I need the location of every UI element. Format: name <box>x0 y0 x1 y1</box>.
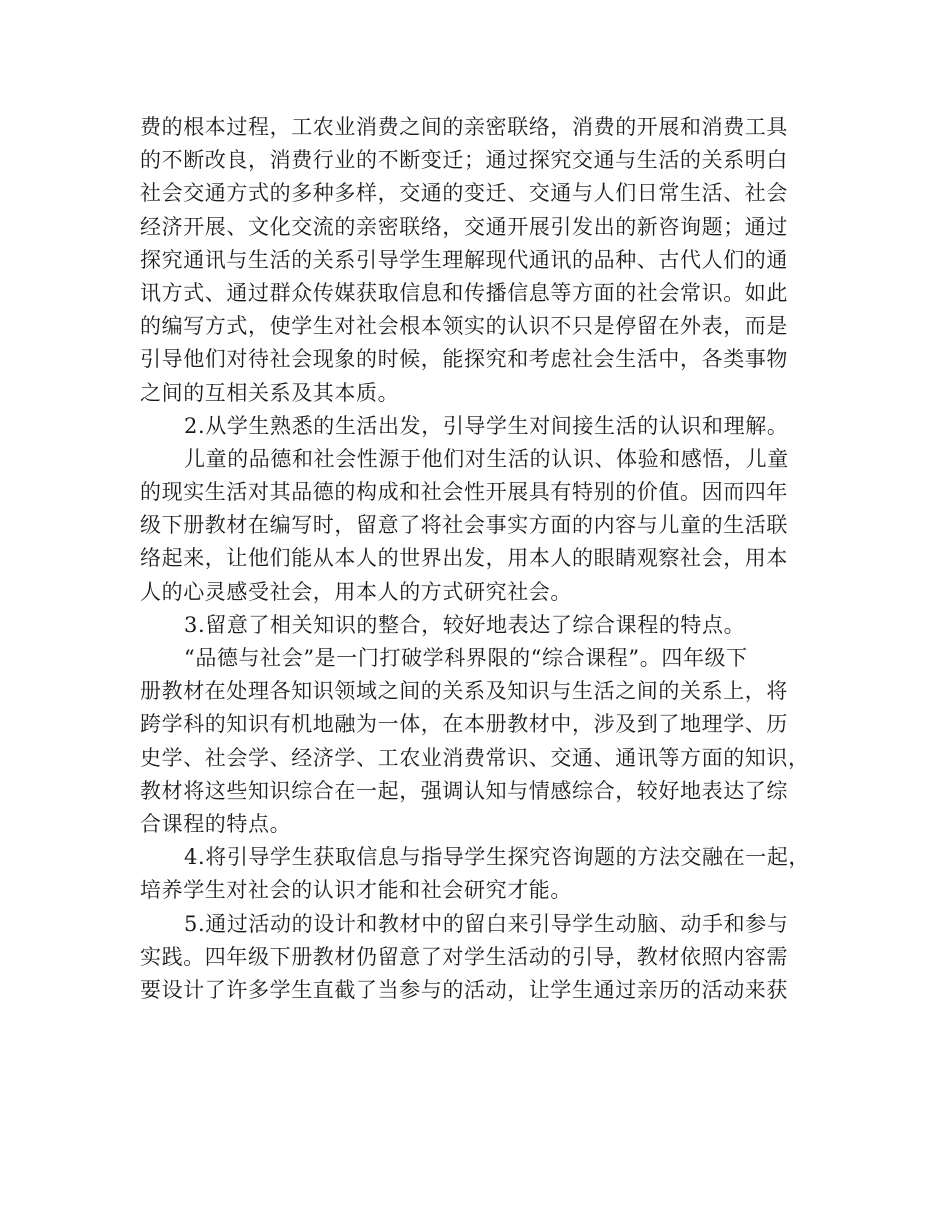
text-line: 册教材在处理各知识领域之间的关系及知识与生活之间的关系上，将 <box>140 679 788 704</box>
text-line: 培养学生对社会的认识才能和社会研究才能。 <box>140 878 572 903</box>
text-line: 讯方式、通过群众传媒获取信息和传播信息等方面的社会常识。如此 <box>140 280 788 305</box>
text-line: 教材将这些知识综合在一起，强调认知与情感综合，较好地表达了综 <box>140 778 788 803</box>
text-line: 要设计了许多学生直截了当参与的活动，让学生通过亲历的活动来获 <box>140 977 788 1002</box>
text-line: 实践。四年级下册教材仍留意了对学生活动的引导，教材依照内容需 <box>140 944 788 969</box>
text-line: 的编写方式，使学生对社会根本领实的认识不只是停留在外表，而是 <box>140 314 788 339</box>
text-line: 史学、社会学、经济学、工农业消费常识、交通、通讯等方面的知识， <box>140 745 810 770</box>
text-line: 人的心灵感受社会，用本人的方式研究社会。 <box>140 579 572 604</box>
text-line: 跨学科的知识有机地融为一体，在本册教材中，涉及到了地理学、历 <box>140 712 788 737</box>
text-line: 级下册教材在编写时，留意了将社会事实方面的内容与儿童的生活联 <box>140 513 788 538</box>
text-line: 的不断改良，消费行业的不断变迁；通过探究交通与生活的关系明白 <box>140 148 788 173</box>
text-line: 5.通过活动的设计和教材中的留白来引导学生动脑、动手和参与 <box>184 911 789 936</box>
text-line: 儿童的品德和社会性源于他们对生活的认识、体验和感悟，儿童 <box>184 446 789 471</box>
text-line: 4.将引导学生获取信息与指导学生探究咨询题的方法交融在一起， <box>184 845 811 870</box>
text-line: 费的根本过程，工农业消费之间的亲密联络，消费的开展和消费工具 <box>140 115 788 139</box>
text-line: 3.留意了相关知识的整合，较好地表达了综合课程的特点。 <box>184 612 746 637</box>
text-line: 引导他们对待社会现象的时候，能探究和考虑社会生活中，各类事物 <box>140 347 788 372</box>
document-body <box>140 111 820 1007</box>
text-line: 之间的互相关系及其本质。 <box>140 380 400 405</box>
text-line: 探究通讯与生活的关系引导学生理解现代通讯的品种、古代人们的通 <box>140 247 788 272</box>
text-line: “品德与社会”是一门打破学科界限的“综合课程”。四年级下 <box>184 646 748 670</box>
text-line: 2.从学生熟悉的生活出发，引导学生对间接生活的认识和理解。 <box>184 413 789 438</box>
text-line: 络起来，让他们能从本人的世界出发，用本人的眼睛观察社会，用本 <box>140 546 788 571</box>
text-line: 的现实生活对其品德的构成和社会性开展具有特别的价值。因而四年 <box>140 480 788 505</box>
text-line: 经济开展、文化交流的亲密联络，交通开展引发出的新咨询题；通过 <box>140 214 788 239</box>
text-line: 合课程的特点。 <box>140 811 292 836</box>
text-line: 社会交通方式的多种多样，交通的变迁、交通与人们日常生活、社会 <box>140 181 788 206</box>
